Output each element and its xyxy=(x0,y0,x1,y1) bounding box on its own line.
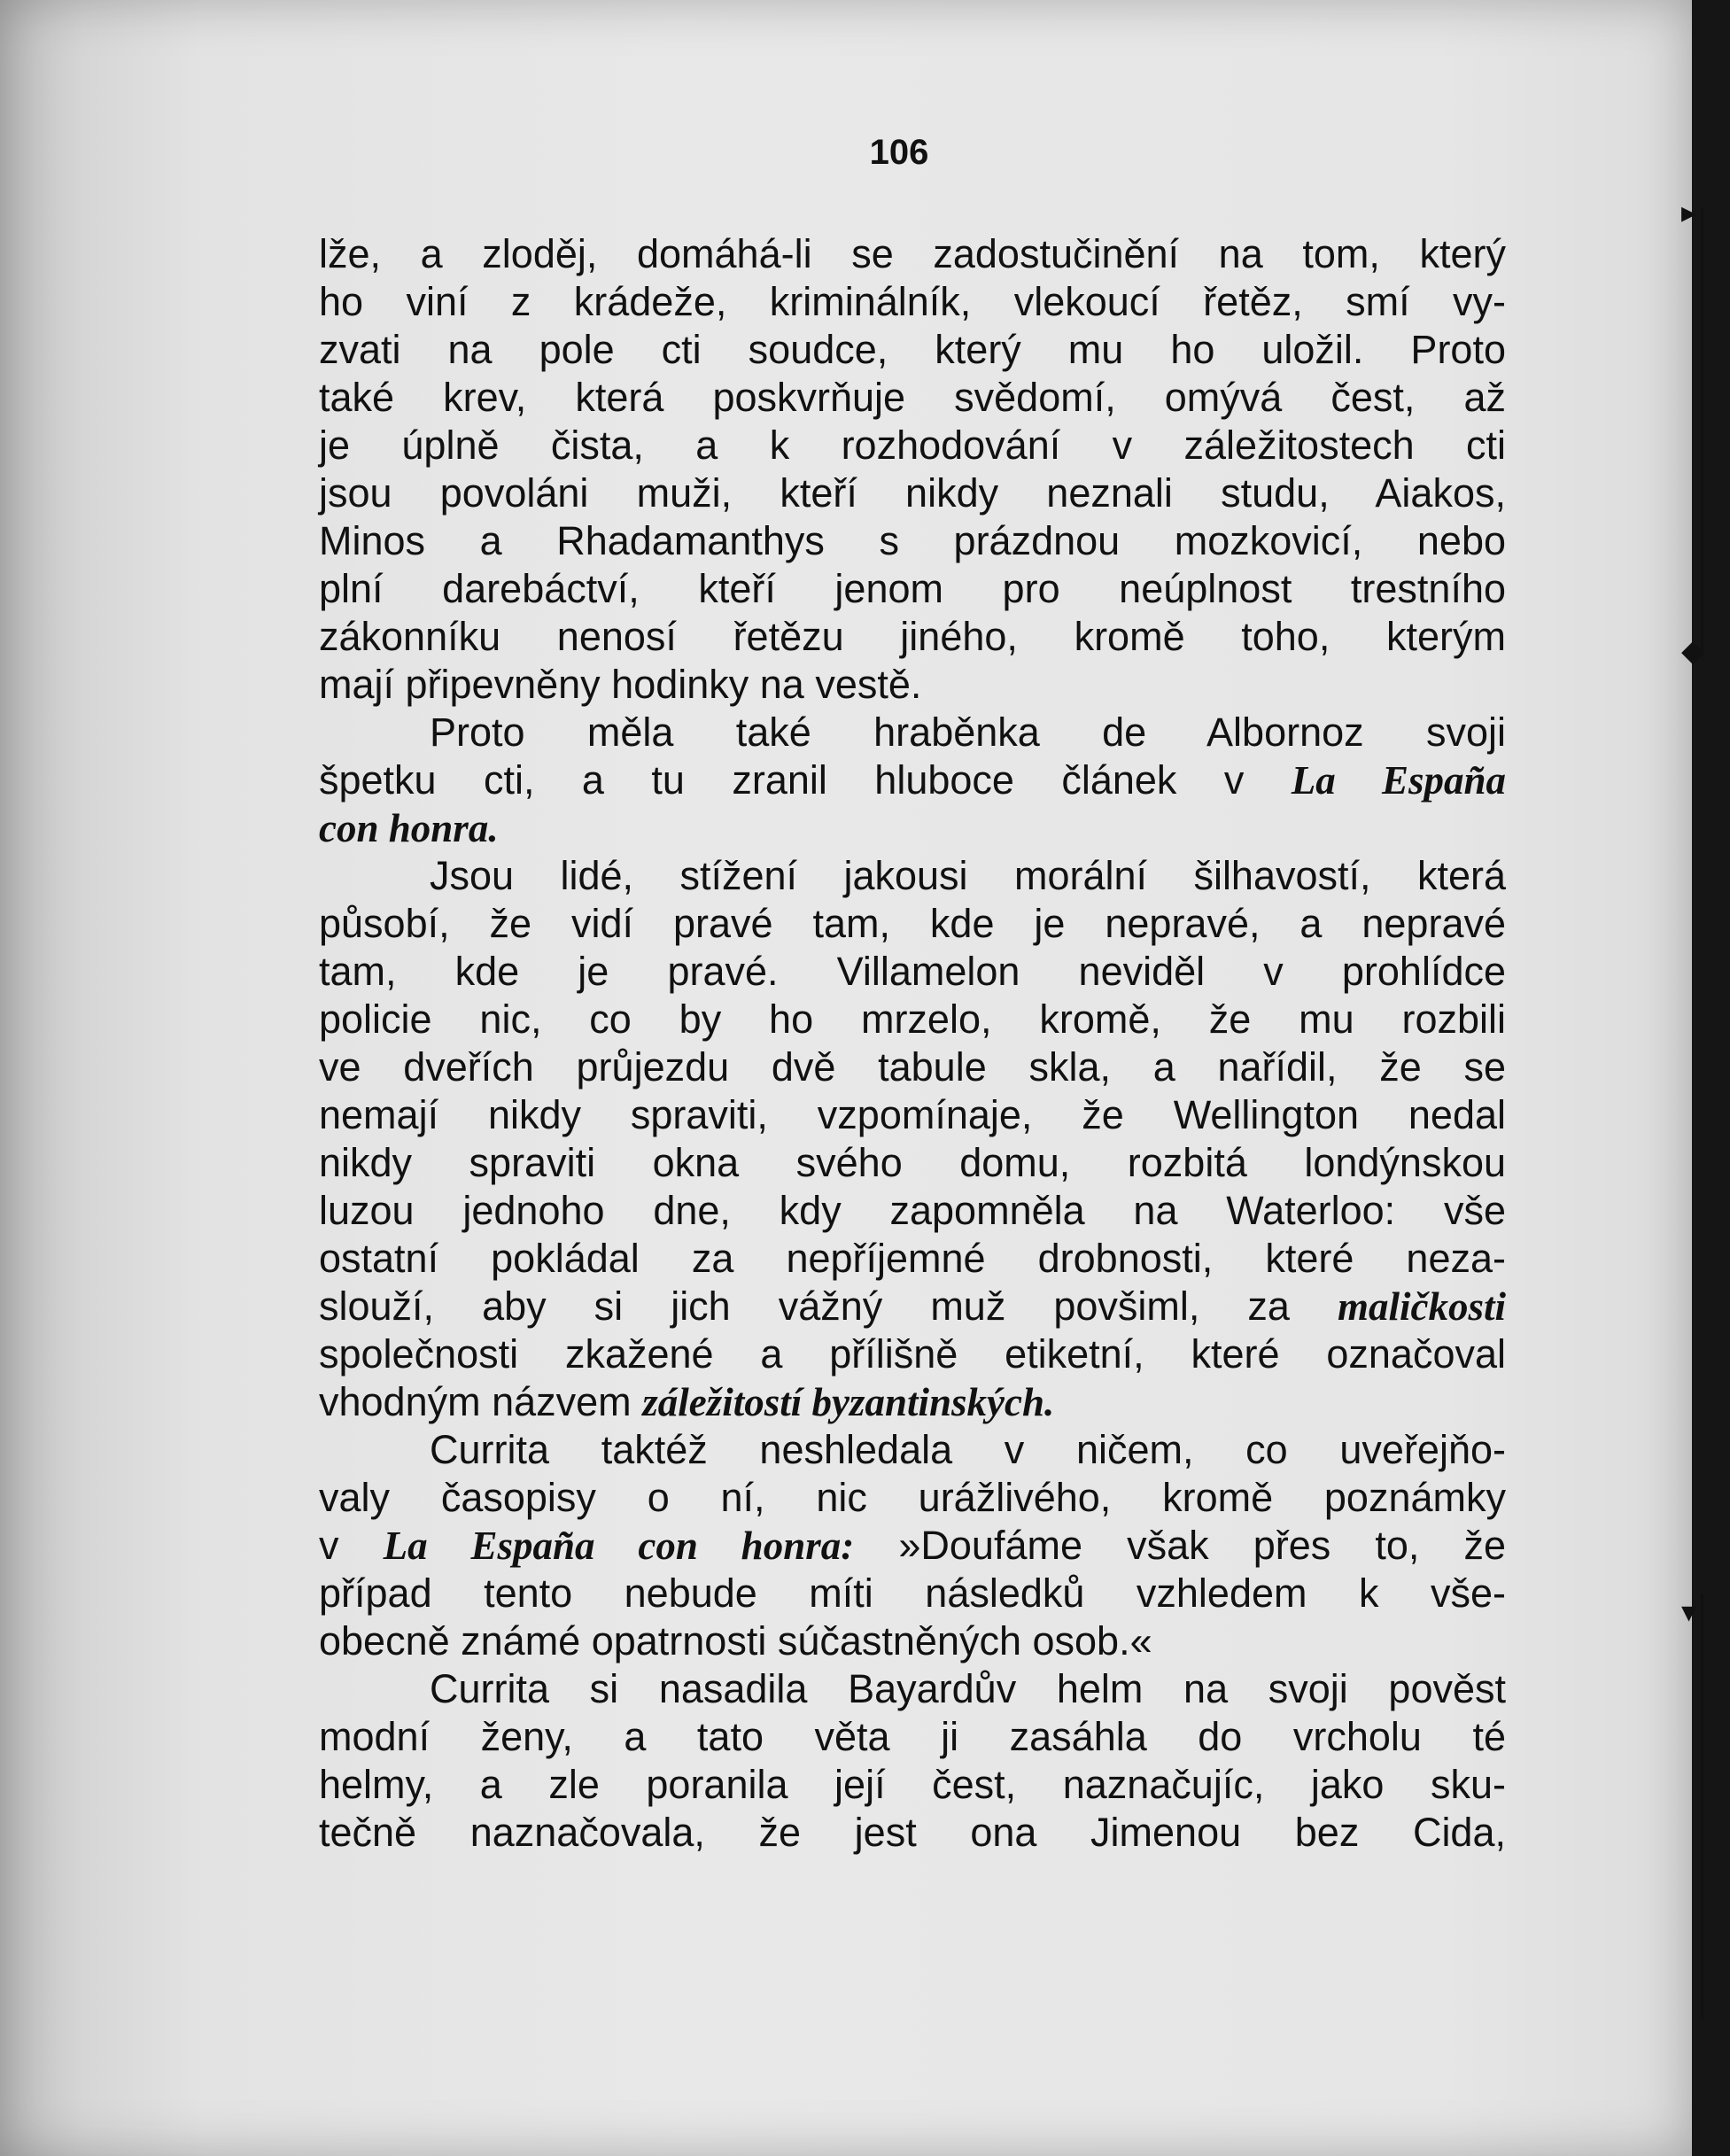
text-line-main: vhodným názvem xyxy=(319,1379,632,1424)
text-line xyxy=(319,661,1506,709)
text-line-main: lže, a zloděj, domáhá-li se zadostučinění na tom, který xyxy=(319,231,1506,276)
text-line xyxy=(319,1330,1506,1378)
text-line-main: případ tento nebude míti následků vzhledem k vše- xyxy=(319,1570,1506,1616)
text-line-main: helmy, a zle poranila její čest, naznačujíc, jako sku- xyxy=(319,1762,1506,1807)
text-line-italic: maličkosti xyxy=(1338,1284,1506,1329)
text-line-main: ho viní z krádeže, kriminálník, vlekoucí řetěz, smí vy- xyxy=(319,279,1506,324)
text-line-italic: záležitostí byzantinských. xyxy=(642,1380,1055,1424)
text-line xyxy=(319,278,1506,326)
text-line-main: tam, kde je pravé. Villamelon neviděl v prohlídce xyxy=(319,949,1506,994)
text-line-main: zákonníku nenosí řetězu jiného, kromě toho, kterým xyxy=(319,614,1506,659)
text-line-main: obecně známé opatrnosti súčastněných osob.« xyxy=(319,1618,1152,1664)
margin-rule-bottom xyxy=(1701,1594,1703,2020)
text-line-main: ostatní pokládal za nepříjemné drobnosti, které neza- xyxy=(319,1236,1506,1281)
text-line xyxy=(319,613,1506,661)
text-line xyxy=(319,1617,1506,1665)
text-line-main: působí, že vidí pravé tam, kde je nepravé, a nepravé xyxy=(319,901,1506,946)
text-line xyxy=(319,1713,1506,1761)
text-line xyxy=(319,804,1506,852)
text-line-main: také krev, která poskvrňuje svědomí, omývá čest, až xyxy=(319,375,1506,420)
text-line-main: Currita taktéž neshledala v ničem, co uveřejňo- xyxy=(430,1427,1506,1472)
text-line-main: luzou jednoho dne, kdy zapomněla na Waterloo: vše xyxy=(319,1188,1506,1233)
text-line xyxy=(319,852,1506,900)
body-text xyxy=(319,230,1506,1857)
text-line-main: nemají nikdy spraviti, vzpomínaje, že Wellington nedal xyxy=(319,1092,1506,1137)
text-line xyxy=(319,1761,1506,1809)
text-line-italic: La España xyxy=(1291,758,1506,803)
text-line-main: společnosti zkažené a přílišně etiketní, které označoval xyxy=(319,1331,1506,1377)
text-line-main: špetku cti, a tu zranil hluboce článek v xyxy=(319,757,1245,803)
text-line xyxy=(319,900,1506,948)
text-line-main: Jsou lidé, stížení jakousi morální šilhavostí, která xyxy=(430,853,1506,898)
text-line-italic: La España con honra: xyxy=(383,1524,855,1568)
text-line-main: mají připevněny hodinky na vestě. xyxy=(319,662,922,707)
text-line xyxy=(319,517,1506,565)
text-line xyxy=(319,1283,1506,1330)
text-line-main: slouží, aby si jich vážný muž povšiml, za xyxy=(319,1284,1290,1329)
text-line xyxy=(319,1378,1506,1426)
text-line xyxy=(319,1809,1506,1857)
text-line xyxy=(319,1091,1506,1139)
text-line-main: Proto měla také hraběnka de Albornoz svoji xyxy=(430,710,1506,755)
text-line-italic: con honra. xyxy=(319,806,499,850)
text-line xyxy=(319,565,1506,613)
text-line-main: policie nic, co by ho mrzelo, kromě, že mu rozbili xyxy=(319,997,1506,1042)
text-line xyxy=(319,230,1506,278)
text-line xyxy=(319,1665,1506,1713)
text-line xyxy=(319,709,1506,756)
text-line xyxy=(319,422,1506,469)
text-line-main: ve dveřích průjezdu dvě tabule skla, a nařídil, že se xyxy=(319,1044,1506,1090)
text-line xyxy=(319,1235,1506,1283)
text-line-tail: »Doufáme však přes to, že xyxy=(898,1523,1506,1568)
page-number: 106 xyxy=(869,133,929,172)
text-line-main: Minos a Rhadamanthys s prázdnou mozkovicí, nebo xyxy=(319,518,1506,563)
text-line-main: modní ženy, a tato věta ji zasáhla do vrcholu té xyxy=(319,1714,1506,1759)
margin-mark-arrow-mid: ◆ xyxy=(1681,633,1705,669)
text-line xyxy=(319,374,1506,422)
text-line-main: zvati na pole cti soudce, který mu ho uložil. Proto xyxy=(319,327,1506,372)
text-line xyxy=(319,326,1506,374)
text-line xyxy=(319,469,1506,517)
text-line xyxy=(319,1474,1506,1522)
text-line xyxy=(319,1187,1506,1235)
text-line-main: nikdy spraviti okna svého domu, rozbitá londýnskou xyxy=(319,1140,1506,1185)
text-line-main: je úplně čista, a k rozhodování v záležitostech cti xyxy=(319,423,1506,468)
text-line xyxy=(319,996,1506,1043)
margin-rule-top xyxy=(1701,208,1703,651)
text-line xyxy=(319,948,1506,996)
margin-mark-arrow-top: ▸ xyxy=(1681,195,1697,230)
text-line xyxy=(319,1426,1506,1474)
text-line xyxy=(319,1522,1506,1570)
text-line xyxy=(319,756,1506,804)
text-line-main: jsou povoláni muži, kteří nikdy neznali studu, Aiakos, xyxy=(319,470,1506,516)
text-line-main: plní darebáctví, kteří jenom pro neúplnost trestního xyxy=(319,566,1506,611)
text-line-main: Currita si nasadila Bayardův helm na svoji pověst xyxy=(430,1666,1506,1711)
text-line xyxy=(319,1139,1506,1187)
text-line-main: valy časopisy o ní, nic urážlivého, kromě poznámky xyxy=(319,1475,1506,1520)
text-line xyxy=(319,1043,1506,1091)
margin-mark-arrow-bottom: ▾ xyxy=(1681,1594,1697,1630)
text-line-main: tečně naznačovala, že jest ona Jimenou bez Cida, xyxy=(319,1810,1506,1855)
text-line-main: v xyxy=(319,1523,339,1568)
page-edge-shadow xyxy=(1692,0,1730,2156)
text-line xyxy=(319,1570,1506,1617)
